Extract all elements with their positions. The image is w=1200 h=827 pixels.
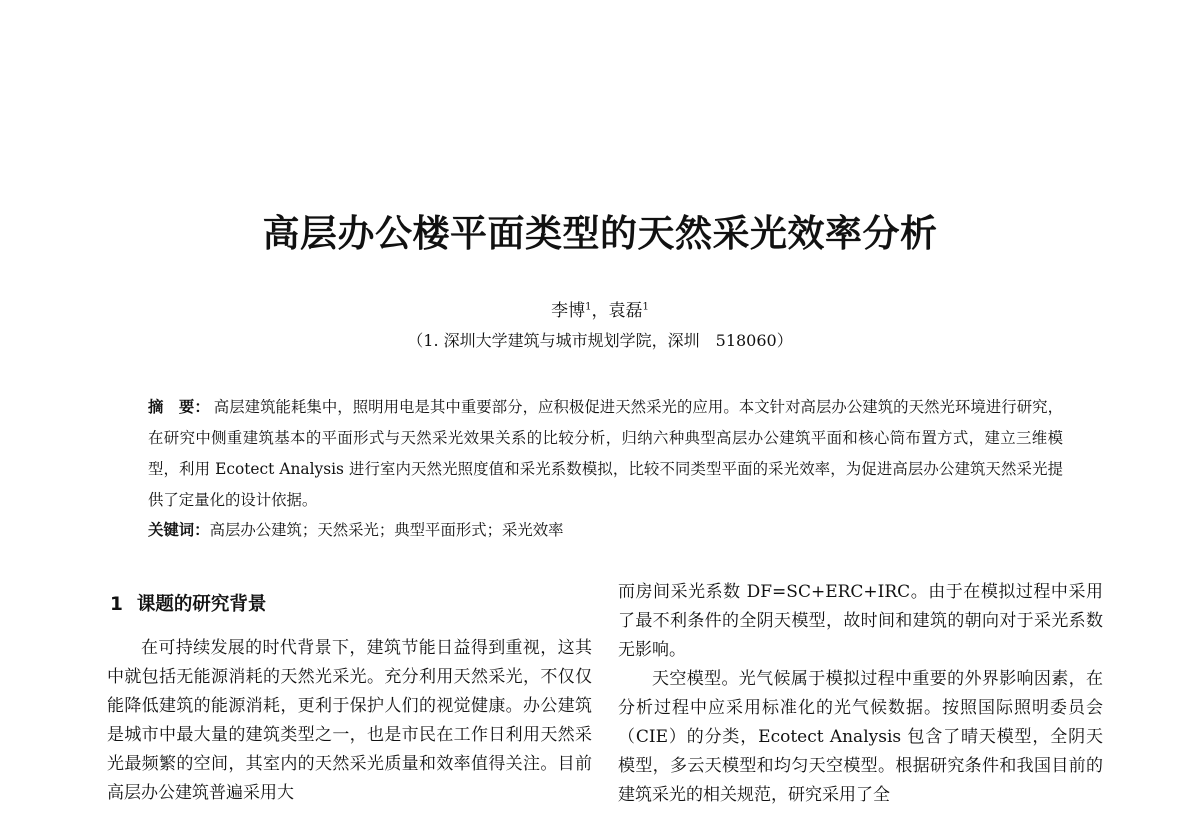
abstract-text: 高层建筑能耗集中，照明用电是其中重要部分，应积极促进天然采光的应用。本文针对高层办公建筑的天然光环境进行研究，在研究中侧重建筑基本的平面形式与天然采光效果关系的比较分析，归纳六种典型高层办公建筑平面和核心筒布置方式，建立三维模型，利用 Ecotect Analysis 进行室内天然光照度值和采光系数模拟，比较不同类型平面的采光效率，为促进高层办公建筑天然采光提供了定量化的设计依据。 [148,398,1063,509]
author-affiliation-mark: 1 [585,301,592,313]
affiliation: （1. 深圳大学建筑与城市规划学院，深圳 518060） [407,331,793,350]
section-heading [110,590,592,619]
right-column [618,578,1103,810]
author-name: 袁磊 [608,301,643,321]
abstract-label: 摘 要： [148,398,210,416]
left-column [107,578,592,808]
author-name: 李博 [551,301,586,321]
author-affiliation-mark: 1 [642,301,649,313]
keywords-label: 关键词： [148,521,210,539]
body-paragraph: 在可持续发展的时代背景下，建筑节能日益得到重视，这其中就包括无能源消耗的天然光采光。充分利用天然采光，不仅仅能降低建筑的能源消耗，更利于保护人们的视觉健康。办公建筑是城市中最大量的建筑类型之一，也是市民在工作日利用天然采光最频繁的空间，其室内的天然采光质量和效率值得关注。目前高层办公建筑普遍采用大 [107,638,592,803]
keywords [148,515,1063,546]
paper-title: 高层办公楼平面类型的天然采光效率分析 [262,212,938,255]
author-line [0,296,1200,321]
abstract [148,392,1063,516]
section-title: 课题的研究背景 [136,594,267,615]
section-number: 1 [110,594,123,615]
body-paragraph: 天空模型。光气候属于模拟过程中重要的外界影响因素，在分析过程中应采用标准化的光气候数据。按照国际照明委员会（CIE）的分类，Ecotect Analysis 包含了晴天模型，全阴天模型，多云天模型和均匀天空模型。根据研究条件和我国目前的建筑采光的相关规范，研究采用了全 [618,669,1103,805]
author-separator: ， [591,301,609,321]
keywords-text: 高层办公建筑；天然采光；典型平面形式；采光效率 [209,521,564,539]
body-paragraph: 而房间采光系数 DF=SC+ERC+IRC。由于在模拟过程中采用了最不利条件的全阴天模型，故时间和建筑的朝向对于采光系数无影响。 [618,582,1103,660]
